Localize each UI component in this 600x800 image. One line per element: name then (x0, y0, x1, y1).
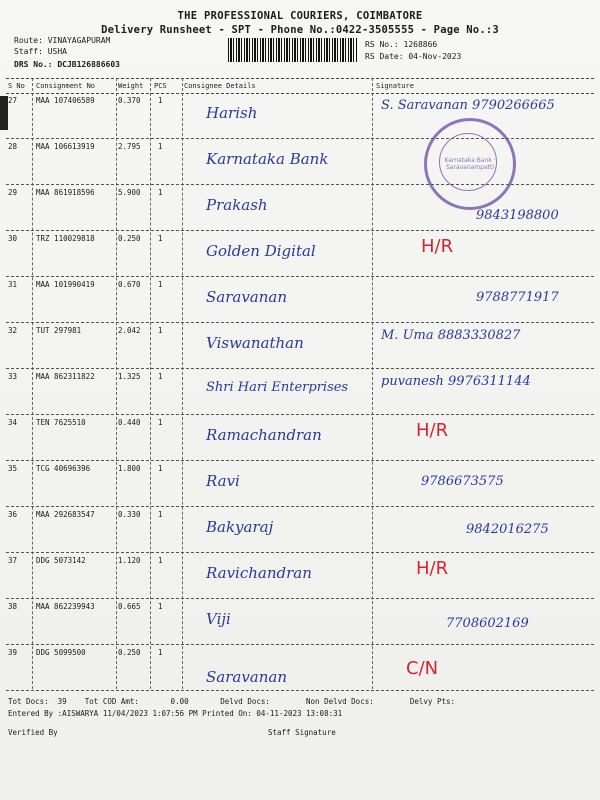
company-title: THE PROFESSIONAL COURIERS, COIMBATORE (177, 10, 423, 22)
row-pcs: 1 (158, 418, 163, 427)
row-pcs: 1 (158, 96, 163, 105)
row-weight: 2.795 (118, 142, 141, 151)
row-weight: 1.800 (118, 464, 141, 473)
row-sno: 27 (8, 96, 18, 105)
barcode (228, 38, 358, 62)
row-sno: 35 (8, 464, 18, 473)
route-label: Route: VINAYAGAPURAM (14, 36, 111, 45)
consignee-handwritten: Golden Digital (206, 242, 316, 260)
col-consignment: Consignment No (36, 82, 96, 90)
row-weight: 0.670 (118, 280, 141, 289)
col-pcs: PCS (154, 82, 167, 90)
table-row (6, 368, 594, 415)
row-consignment: MAA 106613919 (36, 142, 95, 151)
row-sno: 37 (8, 556, 18, 565)
row-sno: 28 (8, 142, 18, 151)
row-consignment: TEN 7625510 (36, 418, 86, 427)
rs-number: RS No.: 1268866 (365, 40, 438, 49)
signature-handwritten: 7708602169 (446, 616, 529, 631)
row-weight: 2.042 (118, 326, 141, 335)
row-weight: 0.370 (118, 96, 141, 105)
signature-handwritten: 9786673575 (421, 474, 504, 489)
row-pcs: 1 (158, 602, 163, 611)
row-consignment: MAA 861918596 (36, 188, 95, 197)
consignee-handwritten: Ravichandran (206, 564, 312, 582)
row-weight: 0.665 (118, 602, 141, 611)
table-row (6, 92, 594, 139)
row-pcs: 1 (158, 510, 163, 519)
drs-number: DRS No.: DCJB126886603 (14, 60, 120, 69)
row-pcs: 1 (158, 142, 163, 151)
consignee-handwritten: Ramachandran (206, 426, 322, 444)
col-weight: Weight (118, 82, 144, 90)
row-pcs: 1 (158, 372, 163, 381)
table-row (6, 598, 594, 645)
consignee-handwritten: Ravi (206, 472, 240, 490)
row-consignment: MAA 862311822 (36, 372, 95, 381)
signature-handwritten: H/R (416, 420, 449, 441)
row-sno: 34 (8, 418, 18, 427)
signature-handwritten: 9788771917 (476, 290, 559, 305)
signature-handwritten: H/R (421, 236, 454, 257)
row-consignment: DDG 5073142 (36, 556, 86, 565)
row-weight: 1.325 (118, 372, 141, 381)
consignee-handwritten: Saravanan (206, 288, 288, 306)
row-consignment: MAA 862239943 (36, 602, 95, 611)
entered-by: Entered By :AISWARYA 11/04/2023 1:07:56 PM Printed On: 04-11-2023 13:08:31 (8, 709, 343, 718)
consignee-handwritten: Bakyaraj (206, 518, 274, 536)
consignee-handwritten: Shri Hari Enterprises (206, 380, 349, 395)
row-sno: 30 (8, 234, 18, 243)
row-sno: 32 (8, 326, 18, 335)
runsheet-title: Delivery Runsheet - SPT - Phone No.:0422-3505555 - Page No.:3 (101, 24, 499, 36)
col-signature: Signature (376, 82, 414, 90)
row-sno: 38 (8, 602, 18, 611)
row-consignment: TUT 297981 (36, 326, 82, 335)
row-consignment: TCG 40696396 (36, 464, 91, 473)
row-consignment: MAA 292683547 (36, 510, 95, 519)
table-row (6, 552, 594, 599)
row-weight: 1.120 (118, 556, 141, 565)
table-row (6, 460, 594, 507)
verified-by: Verified By (8, 728, 58, 737)
row-consignment: MAA 107406589 (36, 96, 95, 105)
consignee-handwritten: Viji (206, 610, 231, 628)
table-row (6, 644, 594, 691)
row-weight: 0.440 (118, 418, 141, 427)
row-pcs: 1 (158, 556, 163, 565)
consignee-handwritten: Saravanan (206, 668, 288, 686)
row-pcs: 1 (158, 234, 163, 243)
table-row (6, 506, 594, 553)
row-pcs: 1 (158, 326, 163, 335)
row-weight: 0.250 (118, 234, 141, 243)
signature-handwritten: M. Uma 8883330827 (381, 328, 521, 343)
bank-stamp (424, 118, 516, 210)
row-pcs: 1 (158, 648, 163, 657)
table-row (6, 276, 594, 323)
consignee-handwritten: Karnataka Bank (206, 150, 329, 168)
row-consignment: MAA 101990419 (36, 280, 95, 289)
table-row (6, 230, 594, 277)
row-sno: 29 (8, 188, 18, 197)
table-row (6, 414, 594, 461)
row-consignment: TRZ 110029818 (36, 234, 95, 243)
signature-handwritten: 9843198800 (476, 208, 559, 223)
consignee-handwritten: Viswanathan (206, 334, 304, 352)
row-weight: 0.250 (118, 648, 141, 657)
row-sno: 39 (8, 648, 18, 657)
staff-label: Staff: USHA (14, 47, 67, 56)
col-sno: S No (8, 82, 25, 90)
signature-handwritten: H/R (416, 558, 449, 579)
row-weight: 5.900 (118, 188, 141, 197)
row-pcs: 1 (158, 188, 163, 197)
signature-handwritten: S. Saravanan 9790266665 (381, 98, 555, 113)
staff-signature-label: Staff Signature (268, 728, 336, 737)
col-consignee: Consignee Details (184, 82, 256, 90)
row-sno: 33 (8, 372, 18, 381)
signature-handwritten: C/N (406, 658, 439, 679)
row-consignment: DDG 5099500 (36, 648, 86, 657)
signature-handwritten: 9842016275 (466, 522, 549, 537)
row-sno: 36 (8, 510, 18, 519)
table-row (6, 322, 594, 369)
row-pcs: 1 (158, 464, 163, 473)
consignee-handwritten: Prakash (206, 196, 268, 214)
totals-line: Tot Docs: 39 Tot COD Amt: 0.00 Delvd Docs: Non Delvd Docs: Delvy Pts: (8, 697, 456, 706)
row-sno: 31 (8, 280, 18, 289)
signature-handwritten: puvanesh 9976311144 (381, 374, 531, 389)
row-pcs: 1 (158, 280, 163, 289)
stamp-text: Karnataka Bank · Saravanampatti (444, 157, 496, 171)
rs-date: RS Date: 04-Nov-2023 (365, 52, 462, 61)
consignee-handwritten: Harish (206, 104, 258, 122)
row-weight: 0.330 (118, 510, 141, 519)
